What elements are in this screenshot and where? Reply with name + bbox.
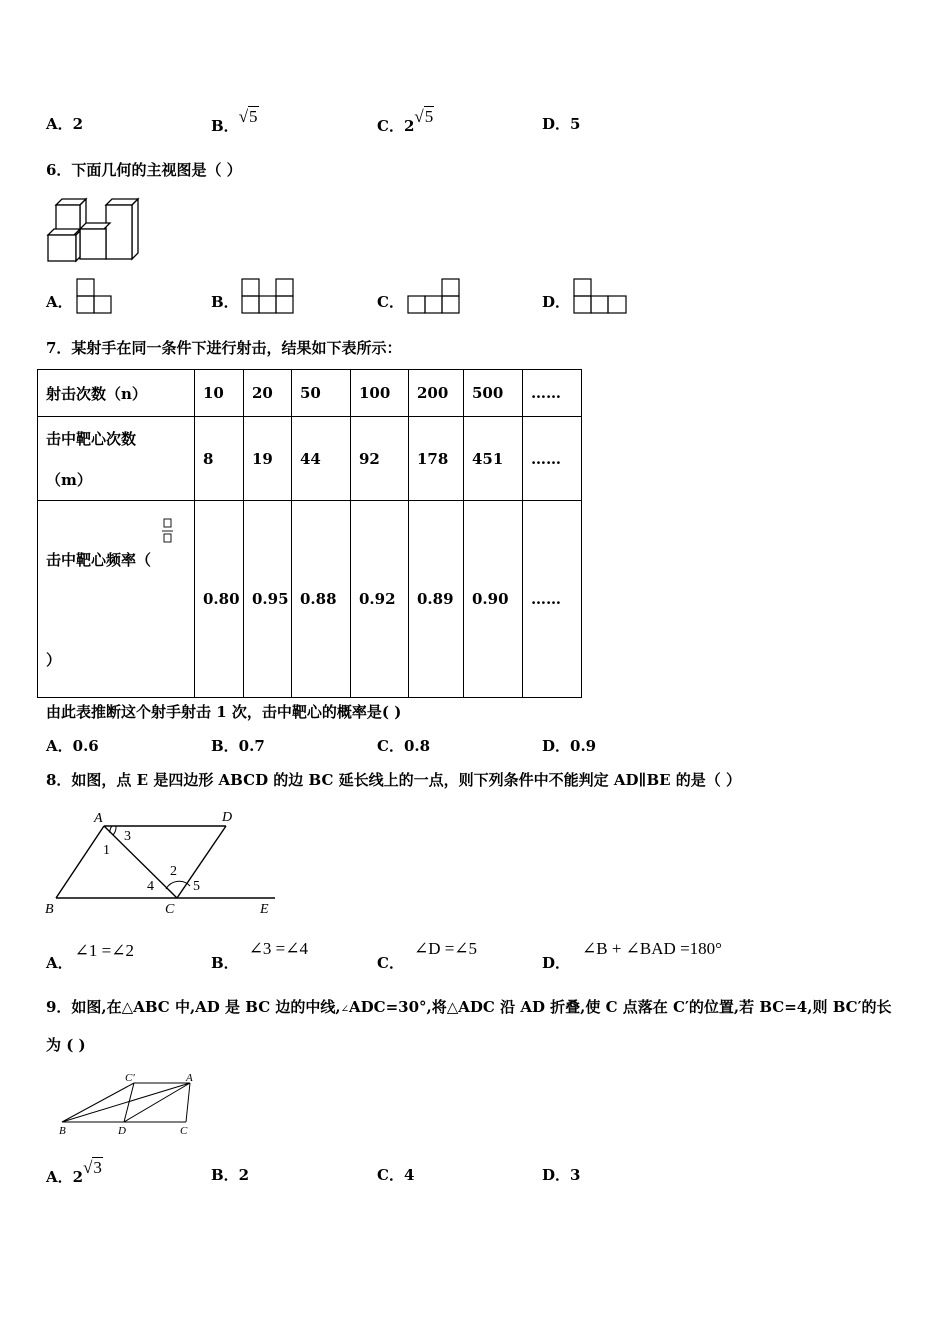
q9-fold-figure [55,1070,210,1140]
q7-stem: 7．某射手在同一条件下进行射击，结果如下表所示： [46,339,402,357]
table-cell: …… [523,370,582,417]
q8-stem: 8．如图，点 E 是四边形 ABCD 的边 BC 延长线上的一点，则下列条件中不能判定 AD∥BE 的是（ ） [46,771,742,789]
q8-option-c-label: C． [377,954,404,972]
q8-option-c[interactable] [377,939,478,972]
table-cell: 0.90 [464,501,523,698]
q9-option-a-label: A．2 [46,1168,84,1186]
q9-option-c[interactable]: C．4 [377,1166,415,1184]
q6-option-c-view [407,278,461,314]
q9-stem-angle: ∠ [340,1004,349,1015]
q5-option-b-sqrt: √5 [238,107,258,126]
q9-stem-part1: 9．如图,在△ABC 中,AD 是 BC 边的中线, [46,998,341,1016]
q5-option-b-label: B． [211,117,239,135]
q7-row2-head [38,417,195,501]
q6-solid-figure [46,197,141,264]
q9-label-a: A [186,1072,193,1084]
q8-label-b: B [45,902,54,917]
q6-option-b[interactable]: B． [211,293,239,311]
q8-option-d[interactable] [542,939,722,972]
table-cell: 500 [464,370,523,417]
q6-option-d[interactable]: D． [542,293,571,311]
q8-option-a-math: ∠1 =∠2 [74,941,134,960]
table-cell: 50 [292,370,351,417]
q6-option-a-view [76,278,112,314]
q9-option-a-sqrt: √3 [83,1158,102,1177]
q9-label-d: D [118,1125,126,1137]
q6-option-c[interactable]: C． [377,293,404,311]
q8-option-d-math: ∠B + ∠BAD =180° [582,939,722,958]
q8-label-a: A [94,811,103,826]
q7-row2-head-line1: 击中靶心次数 [46,429,137,448]
table-cell: 19 [244,417,292,501]
q6-option-a[interactable]: A． [46,293,73,311]
q9-label-b: B [59,1125,66,1137]
q7-data-table [37,369,582,698]
q8-option-b-math: ∠3 =∠4 [248,939,309,958]
q7-option-c[interactable]: C．0.8 [377,737,431,755]
table-cell: 100 [351,370,409,417]
q5-option-c-sqrt: √5 [414,107,434,126]
table-cell: 20 [244,370,292,417]
table-cell: 10 [195,370,244,417]
q5-option-c-label: C．2 [377,117,415,135]
q7-row3-head [38,501,195,698]
q7-row2-head-line2: （m） [46,470,92,489]
q6-option-b-view [241,278,295,314]
q9-stem-line1 [46,1000,892,1015]
q8-angle-5: 5 [193,879,200,894]
table-cell: 0.88 [292,501,351,698]
q8-quadrilateral-figure [40,806,285,921]
q8-angle-2: 2 [170,864,177,879]
q7-row3-head-line2: ） [46,651,62,669]
q8-option-a[interactable] [46,941,134,972]
table-cell: 8 [195,417,244,501]
q8-angle-4: 4 [147,879,154,894]
q8-option-d-label: D． [542,954,571,972]
table-row [38,370,582,417]
q9-stem-line2: 为 ( ) [46,1036,86,1054]
q7-row1-head: 射击次数（n） [38,370,195,417]
q7-option-b[interactable]: B．0.7 [211,737,265,755]
q8-option-b-label: B． [211,954,239,972]
table-cell: 178 [409,417,464,501]
table-row [38,417,582,501]
table-cell: …… [523,417,582,501]
table-cell: 200 [409,370,464,417]
table-row [38,501,582,698]
q9-label-c-prime: C′ [125,1072,135,1084]
table-cell: 92 [351,417,409,501]
q7-option-a[interactable]: A．0.6 [46,737,99,755]
q9-option-b[interactable]: B．2 [211,1166,250,1184]
q5-option-a[interactable]: A．2 [46,115,84,133]
fraction-icon [162,517,174,545]
table-cell: 451 [464,417,523,501]
q5-option-c[interactable] [377,107,434,135]
q8-label-c: C [165,902,175,917]
q8-option-a-label: A． [46,954,73,972]
table-cell: 0.80 [195,501,244,698]
table-cell: 0.95 [244,501,292,698]
q9-option-a[interactable] [46,1158,103,1186]
q8-label-d: D [222,810,233,825]
q9-stem-part2: ADC=30°,将△ADC 沿 AD 折叠,使 C 点落在 C′的位置,若 BC=4,则 BC′的长 [349,998,892,1016]
q9-label-c: C [180,1125,188,1137]
q6-stem: 6．下面几何的主视图是（ ） [46,161,242,179]
q7-conclusion: 由此表推断这个射手射击 1 次，击中靶心的概率是( ) [46,703,402,721]
q8-option-b[interactable] [211,939,309,972]
q8-angle-1: 1 [103,843,110,858]
q5-option-d[interactable]: D．5 [542,115,581,133]
table-cell: …… [523,501,582,698]
q6-option-d-view [573,278,628,314]
q7-option-d[interactable]: D．0.9 [542,737,597,755]
table-cell: 44 [292,417,351,501]
table-cell: 0.92 [351,501,409,698]
q5-option-b[interactable] [211,107,259,135]
q7-row3-head-line1: 击中靶心频率（ [46,551,152,569]
q8-option-c-math: ∠D =∠5 [413,939,478,958]
q8-label-e: E [260,902,269,917]
q8-angle-3: 3 [124,829,131,844]
table-cell: 0.89 [409,501,464,698]
q9-option-d[interactable]: D．3 [542,1166,581,1184]
